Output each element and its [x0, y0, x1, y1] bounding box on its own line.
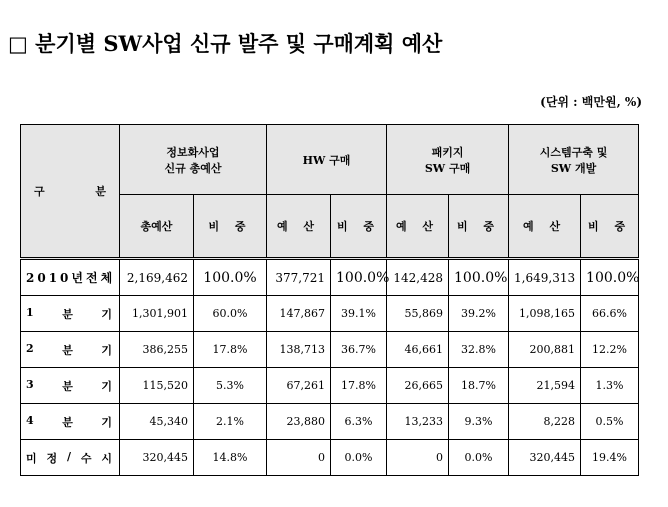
row-label: 1 분 기 — [21, 296, 120, 332]
row-label: 3 분 기 — [21, 368, 120, 404]
header-group-hw — [267, 125, 387, 195]
cell-value: 386,255 — [120, 332, 194, 368]
cell-value: 2.1% — [194, 404, 267, 440]
header-group-total — [120, 125, 267, 195]
cell-value: 0.0% — [331, 440, 387, 476]
header-group-system — [509, 125, 639, 195]
cell-value: 60.0% — [194, 296, 267, 332]
table-row — [21, 404, 639, 440]
cell-value: 2,169,462 — [120, 259, 194, 296]
cell-value: 320,445 — [509, 440, 581, 476]
subheader-ratio-3: 비 중 — [449, 195, 509, 259]
subheader-budget-hw: 예 산 — [267, 195, 331, 259]
cell-value: 26,665 — [387, 368, 449, 404]
subheader-ratio-4: 비 중 — [581, 195, 639, 259]
cell-value: 0.5% — [581, 404, 639, 440]
subheader-ratio-1: 비 중 — [194, 195, 267, 259]
cell-value: 200,881 — [509, 332, 581, 368]
cell-value: 32.8% — [449, 332, 509, 368]
table-row — [21, 332, 639, 368]
cell-value: 8,228 — [509, 404, 581, 440]
cell-value: 6.3% — [331, 404, 387, 440]
row-label: 2 분 기 — [21, 332, 120, 368]
header-group-package — [387, 125, 509, 195]
cell-value: 320,445 — [120, 440, 194, 476]
cell-value: 19.4% — [581, 440, 639, 476]
cell-value: 0.0% — [449, 440, 509, 476]
cell-value: 17.8% — [194, 332, 267, 368]
cell-value: 115,520 — [120, 368, 194, 404]
header-group-system-line2: SW 개발 — [550, 161, 597, 175]
cell-value: 45,340 — [120, 404, 194, 440]
cell-value: 23,880 — [267, 404, 331, 440]
cell-value: 39.2% — [449, 296, 509, 332]
cell-value: 1,649,313 — [509, 259, 581, 296]
cell-value: 100.0% — [194, 259, 267, 296]
row-label: 4 분 기 — [21, 404, 120, 440]
row-label: 미 정 / 수 시 — [21, 440, 120, 476]
cell-value: 100.0% — [331, 259, 387, 296]
cell-value: 46,661 — [387, 332, 449, 368]
table-row — [21, 368, 639, 404]
header-gubun — [21, 125, 120, 259]
cell-value: 13,233 — [387, 404, 449, 440]
row-label: 2010년전체 — [21, 259, 120, 296]
header-group-hw-label: HW 구매 — [302, 153, 351, 167]
subheader-ratio-2: 비 중 — [331, 195, 387, 259]
header-group-system-line1: 시스템구축 및 — [539, 145, 608, 159]
cell-value: 12.2% — [581, 332, 639, 368]
cell-value: 377,721 — [267, 259, 331, 296]
cell-value: 100.0% — [449, 259, 509, 296]
cell-value: 147,867 — [267, 296, 331, 332]
cell-value: 36.7% — [331, 332, 387, 368]
header-group-total-line1: 정보화사업 — [166, 145, 220, 159]
header-gubun-1: 구 — [34, 185, 45, 198]
header-group-total-line2: 신규 총예산 — [164, 161, 222, 175]
cell-value: 1,301,901 — [120, 296, 194, 332]
cell-value: 18.7% — [449, 368, 509, 404]
cell-value: 66.6% — [581, 296, 639, 332]
cell-value: 21,594 — [509, 368, 581, 404]
cell-value: 0 — [267, 440, 331, 476]
table-row — [21, 296, 639, 332]
cell-value: 0 — [387, 440, 449, 476]
page-title: □ 분기별 SW사업 신규 발주 및 구매계획 예산 — [8, 31, 443, 56]
cell-value: 67,261 — [267, 368, 331, 404]
subheader-budget-system: 예 산 — [509, 195, 581, 259]
subheader-budget-package: 예 산 — [387, 195, 449, 259]
budget-table — [20, 124, 639, 476]
cell-value: 9.3% — [449, 404, 509, 440]
header-group-package-line2: SW 구매 — [424, 161, 471, 175]
subheader-total-budget: 총예산 — [120, 195, 194, 259]
table-row — [21, 440, 639, 476]
cell-value: 138,713 — [267, 332, 331, 368]
cell-value: 1.3% — [581, 368, 639, 404]
header-group-package-line1: 패키지 — [431, 145, 464, 159]
cell-value: 1,098,165 — [509, 296, 581, 332]
cell-value: 142,428 — [387, 259, 449, 296]
header-gubun-2: 분 — [95, 185, 106, 198]
cell-value: 17.8% — [331, 368, 387, 404]
table-row — [21, 259, 639, 296]
unit-note: (단위 : 백만원, %) — [540, 95, 642, 109]
cell-value: 100.0% — [581, 259, 639, 296]
cell-value: 14.8% — [194, 440, 267, 476]
cell-value: 5.3% — [194, 368, 267, 404]
cell-value: 55,869 — [387, 296, 449, 332]
cell-value: 39.1% — [331, 296, 387, 332]
